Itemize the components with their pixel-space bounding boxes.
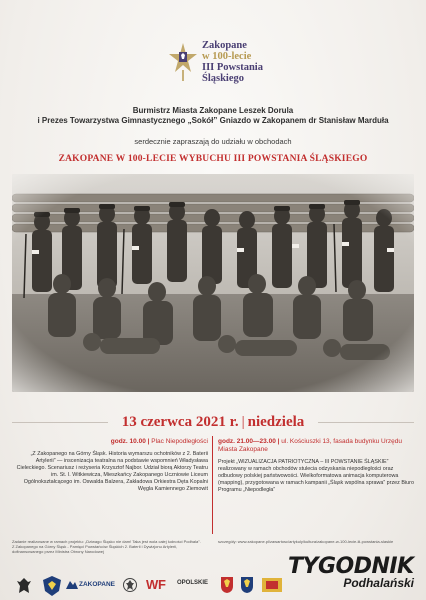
- jubilee-logo: [168, 40, 268, 96]
- sokol-emblem-icon: [42, 575, 62, 597]
- zakopane-mountain-icon: [66, 579, 78, 589]
- sponsor-zakopane: ZAKOPANE: [79, 581, 115, 588]
- organizer-line-2: i Prezes Towarzystwa Gimnastycznego „Sokół” Gniazdo w Zakopanem dr Stanisław Marduła: [37, 116, 389, 125]
- polish-eagle-logo-icon: [16, 576, 32, 596]
- logo-line-1: Zakopane: [202, 40, 247, 51]
- organizers: [0, 106, 426, 126]
- svg-text:F: F: [158, 577, 166, 592]
- tygodnik-podhalanski-logo: [288, 554, 420, 596]
- left-event: [12, 438, 208, 493]
- date-day: 13 czerwca 2021 r.: [121, 414, 239, 430]
- right-event-place: ul. Kościuszki 13, fasada budynku Urzędu Miasta Zakopane: [218, 438, 402, 453]
- organizer-line-1: Burmistrz Miasta Zakopane Leszek Dorula: [132, 106, 294, 115]
- right-event: [218, 438, 414, 494]
- right-event-description: Projekt „WIZUALIZACJA PATRIOTYCZNA – III POWSTANIE ŚLĄSKIE” realizowany w ramach obchodów stulecia odzyskania niepodległości oraz odbudowy polskiej państwowości. Wielkoformatowa animacja komputerowa (mapping), przygotowana w ramach kampanii „Śląsk wspólna sprawa” przez Biuro Programu „Niepodległa”: [218, 459, 414, 493]
- right-event-separator: |: [277, 438, 280, 445]
- logo-line-4: Śląskiego: [202, 73, 245, 84]
- historical-group-photo: [12, 174, 414, 392]
- tygodnik-main: TYGODNIK: [288, 554, 414, 579]
- tygodnik-sub: Podhalański: [343, 576, 414, 590]
- left-event-header: [12, 438, 208, 446]
- date-separator: |: [241, 414, 245, 430]
- svg-text:W: W: [146, 577, 159, 592]
- invitation-text: serdecznie zapraszają do udziału w obchodach: [134, 137, 292, 146]
- regional-crest-icon: [220, 576, 234, 594]
- right-event-header: [218, 438, 414, 454]
- funding-footnote: Zadanie realizowane w ramach projektu: „Dziwago Śląsko nie dam! Taka jest wola całej ludności Podhala”. Z Zakopanego na Górny Śląsk - Pamięci Powstańców Śląskich 2. Baterii i Dywizjonu Artylerii, dofinansowanego przez Ministra Obrony Narodowej: [12, 539, 201, 554]
- ministry-eagle-icon: [123, 576, 137, 594]
- partner-mark-icon: [262, 578, 282, 592]
- logo-line-3: III Powstania: [202, 62, 263, 73]
- left-event-place: Plac Niepodległości: [151, 438, 208, 445]
- details-link[interactable]: szczegóły: www.zakopane.pl/zawartosc/artykuly/kultura/zakopane-w-100-lecie-iii-powstania-slaskie: [218, 539, 394, 544]
- wf-logo-icon: [146, 576, 170, 592]
- right-event-time: godz. 21.00—23.00: [218, 438, 276, 445]
- polish-eagle-star-icon: [168, 42, 198, 82]
- event-date: [0, 414, 426, 431]
- logo-line-2: w 100-lecie: [202, 51, 252, 62]
- date-weekday: niedziela: [247, 414, 305, 430]
- event-title: ZAKOPANE W 100-LECIE WYBUCHU III POWSTANIA ŚLĄSKIEGO: [58, 154, 368, 164]
- partner-crest-icon: [240, 576, 254, 594]
- left-event-time: godz. 10.00: [110, 438, 146, 445]
- left-event-separator: |: [147, 438, 150, 445]
- sponsor-opolskie: OPOLSKIE: [177, 580, 209, 586]
- column-separator: [212, 436, 213, 534]
- left-event-description: „Z Zakopanego na Górny Śląsk. Historia wymarszu ochotników z 2. Baterii Artylerii” — inscenizacja teatralna na podstawie wspomnień Władysława Cieleckiego. Scenariusz i reżyseria Krzysztof Najbor. Udział biorą Aktorzy Teatru im. St. I. Witkiewicza, Mieszkańcy Zakopanego Uczniowie Liceum Ogólnokształcącego im. Oswalda Balzera, Zakładowa Orkiestra Dęta Kopalni Węgla Kamiennego Ziemowit: [16, 451, 208, 492]
